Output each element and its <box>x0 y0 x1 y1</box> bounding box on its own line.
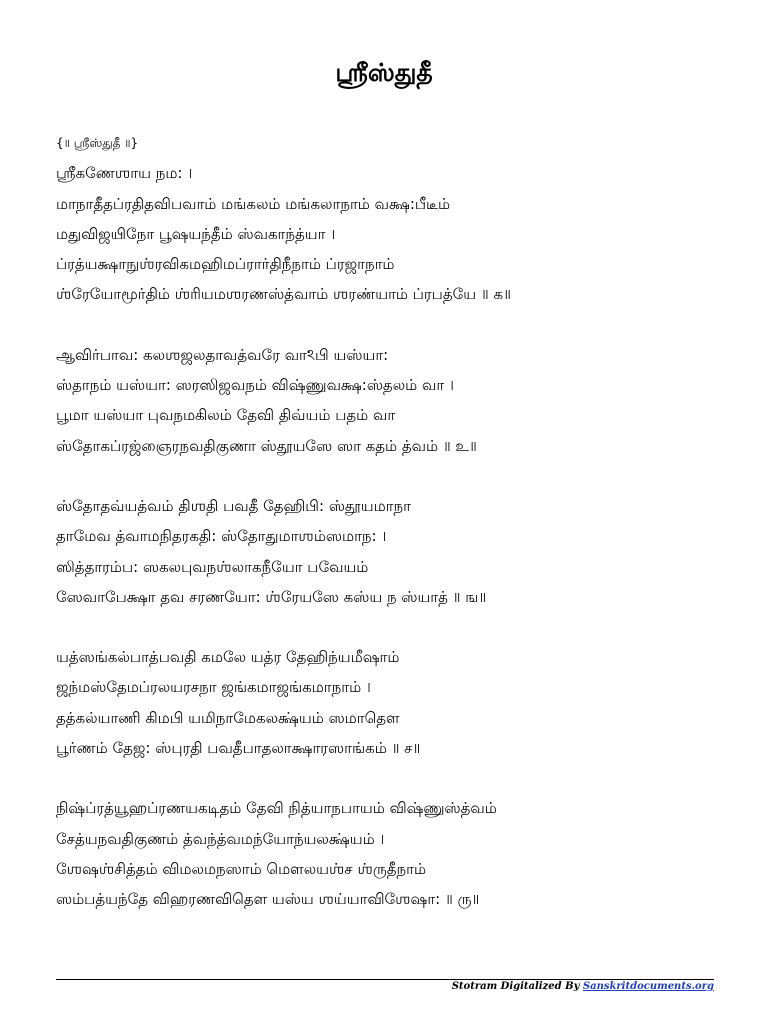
verse-line: ஸ்தாநம் யஸ்யா꞉ ஸரஸிஜவநம் விஷ்ணுவக்ஷ꞉ஸ்தலம் வா । <box>56 376 454 395</box>
verse-line: தத்கல்யாணி கிமபி யமிநாமேகலக்ஷ்யம் ஸமாதௌ <box>56 708 400 727</box>
verse-line: ஆவிர்பாவ꞉ கலஶஜலதாவத்வரே வாঽபி யஸ்யா꞉ <box>56 345 389 364</box>
verse-line: ஶேஷஶ்சித்தம் விமலமநஸாம் மௌலயஶ்ச ஶ்ருதீநாம் <box>56 859 427 878</box>
footer-credit <box>452 981 714 992</box>
verse-line: பூர்ணம் தேஜ꞉ ஸ்புரதி பவதீபாதலாக்ஷாரஸாங்கம் ॥ ச॥ <box>56 739 421 758</box>
verse-4 <box>56 642 736 763</box>
verse-line: யத்ஸங்கல்பாத்பவதி கமலே யத்ர தேஹிந்யமீஷாம் <box>56 648 400 667</box>
verse-5 <box>56 793 736 914</box>
stotra-header-line: {॥ ஶ்ரீஸ்துதீ ॥} <box>56 136 139 150</box>
verse-line: நிஷ்ப்ரத்யூஹப்ரணயகடிதம் தேவி நித்யாநபாயம் விஷ்ணுஸ்த்வம் <box>56 799 497 818</box>
verse-line: ப்ரத்யக்ஷாநுஶ்ரவிகமஹிமப்ரார்திநீநாம் ப்ரஜாநாம் <box>56 255 395 274</box>
verse-line: ஸ்தோதவ்யத்வம் திஶதி பவதீ தேஹிபி꞉ ஸ்தூயமாநா <box>56 496 411 515</box>
verse-line: சேத்யநவதிகுணம் த்வந்த்வமந்யோந்யலக்ஷ்யம் । <box>56 829 385 848</box>
footer-divider <box>56 979 714 980</box>
verse-line: தாமேவ த்வாமநிதரகதி꞉ ஸ்தோதுமாஶம்ஸமாந꞉ । <box>56 527 387 546</box>
verse-2 <box>56 340 736 461</box>
invocation-line: ஶ்ரீகணேஶாய நம꞉ । <box>56 164 193 183</box>
verse-line: ஜந்மஸ்தேமப்ரலயரசநா ஜங்கமாஜங்கமாநாம் । <box>56 678 371 697</box>
verse-line: மாநாதீதப்ரதிதவிபவாம் மங்கலம் மங்கலாநாம் வக்ஷ꞉பீடீம் <box>56 194 451 213</box>
verse-line: ஸம்பத்யந்தே விஹரணவிதௌ யஸ்ய ஶய்யாவிஶேஷா꞉ ॥ ரு॥ <box>56 890 480 909</box>
sanskritdocuments-link[interactable]: Sanskritdocuments.org <box>582 981 714 992</box>
verse-3 <box>56 491 736 612</box>
footer-credit-text: Stotram Digitalized By <box>451 981 580 992</box>
verse-line: பூமா யஸ்யா புவநமகிலம் தேவி திவ்யம் பதம் வா <box>56 406 396 425</box>
document-body <box>56 128 736 915</box>
verse-line: மதுவிஜயிநோ பூஷயந்தீம் ஸ்வகாந்த்யா । <box>56 224 336 243</box>
document-title: ஶ்ரீஸ்துதீ <box>335 58 433 87</box>
verse-line: ஸித்தாரம்ப꞉ ஸகலபுவநஶ்லாகநீயோ பவேயம் <box>56 557 369 576</box>
verse-line: ஸ்தோகப்ரஜ்ஞைரநவதிகுணா ஸ்தூயஸே ஸா கதம் த்வம் ॥ உ॥ <box>56 436 477 455</box>
verse-1 <box>56 189 736 310</box>
verse-line: ஶ்ரேயோமூர்திம் ஶ்ரியமஶரணஸ்த்வாம் ஶரண்யாம் ப்ரபத்யே ॥ க॥ <box>56 285 511 304</box>
verse-line: ஸேவாபேக்ஷா தவ சரணயோ꞉ ஶ்ரேயஸே கஸ்ய ந ஸ்யாத் ॥ ங॥ <box>56 587 487 606</box>
